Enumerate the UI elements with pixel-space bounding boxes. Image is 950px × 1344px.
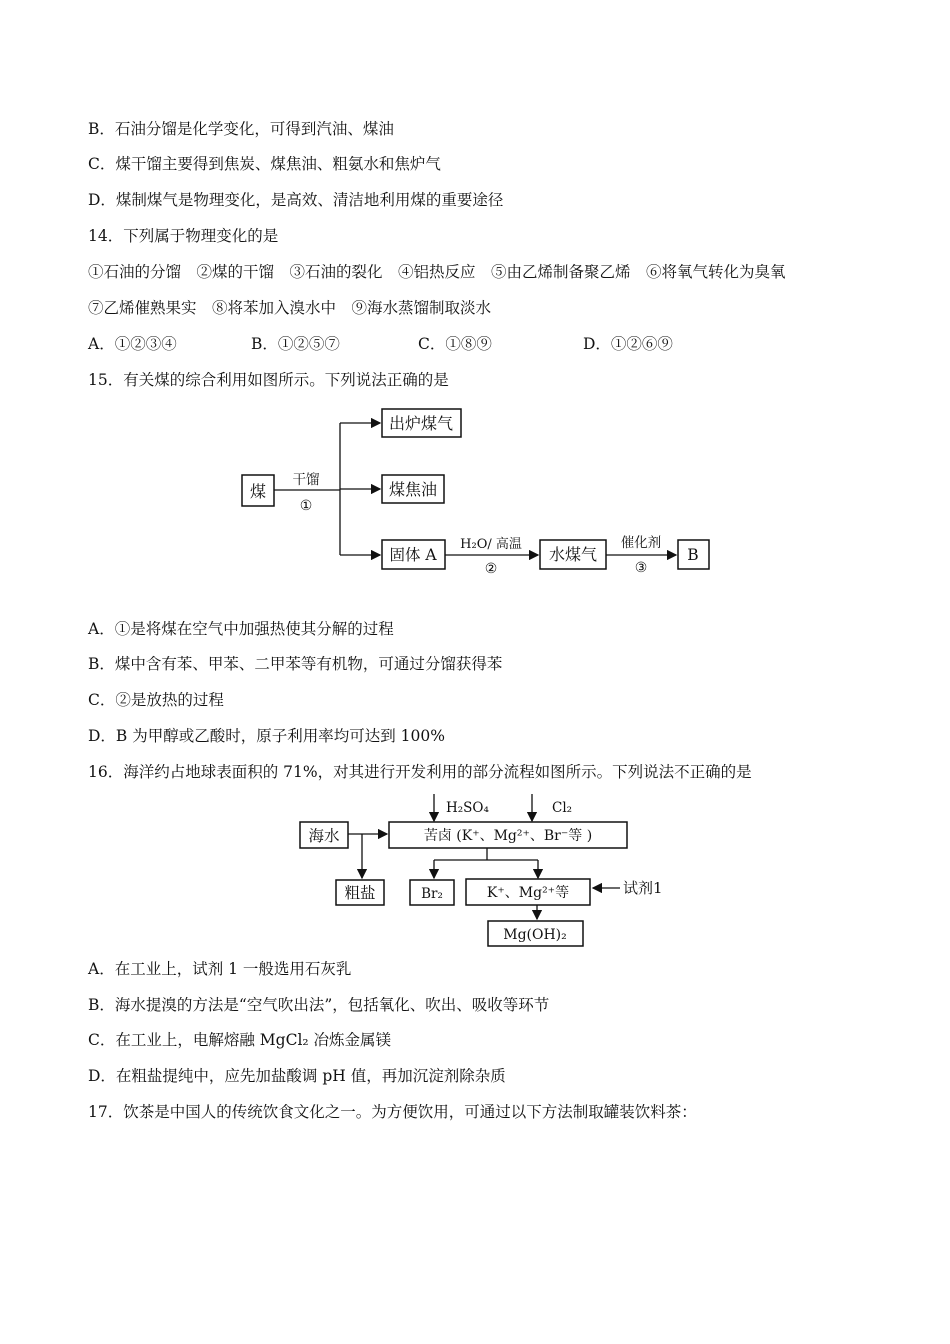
q16-option-b: B．海水提溴的方法是“空气吹出法”，包括氧化、吹出、吸收等环节 [88,996,550,1014]
step3-number: ③ [634,560,648,576]
seawater-processing-diagram [290,790,690,950]
q14-option-a: A．①②③④ [88,335,177,353]
q17-stem: 17．饮茶是中国人的传统饮食文化之一。为方便饮用，可通过以下方法制取罐装饮料茶： [88,1103,697,1121]
q13-option-c: C．煤干馏主要得到焦炭、煤焦油、粗氨水和焦炉气 [88,155,441,173]
k-mg-label: K⁺、Mg²⁺等 [486,885,570,901]
q13-option-d: D．煤制煤气是物理变化，是高效、清洁地利用煤的重要途径 [88,191,504,209]
water-gas-label: 水煤气 [548,545,598,564]
coal-utilization-diagram [230,400,730,585]
cl2-label: Cl₂ [552,800,573,816]
bittern-label: 苦卤 (K⁺、Mg²⁺、Br⁻等 ) [423,828,593,844]
q15-option-b: B．煤中含有苯、甲苯、二甲苯等有机物，可通过分馏获得苯 [88,655,503,673]
magnesium-hydroxide-label: Mg(OH)₂ [503,927,567,943]
catalyst-label: 催化剂 [620,535,662,551]
coal-tar-label: 煤焦油 [388,480,438,499]
q16-option-a: A．在工业上，试剂 1 一般选用石灰乳 [88,960,352,978]
solid-a-label: 固体 A [389,546,437,564]
q14-option-b: B．①②⑤⑦ [251,335,340,353]
step2-condition: H₂O/ 高温 [460,537,522,552]
q15-option-c: C．②是放热的过程 [88,691,224,709]
q14-items-line2: ⑦乙烯催熟果实 ⑧将苯加入溴水中 ⑨海水蒸馏制取淡水 [88,299,492,317]
q14-option-c: C．①⑧⑨ [418,335,492,353]
dry-distillation-label: 干馏 [292,472,320,488]
q15-stem: 15．有关煤的综合利用如图所示。下列说法正确的是 [88,371,449,389]
reagent1-label: 试剂1 [623,879,663,897]
step1-number: ① [299,498,313,514]
step2-number: ② [484,561,498,577]
furnace-gas-label: 出炉煤气 [388,414,454,433]
seawater-label: 海水 [308,827,340,845]
q14-stem: 14．下列属于物理变化的是 [88,227,279,245]
q16-option-d: D．在粗盐提纯中，应先加盐酸调 pH 值，再加沉淀剂除杂质 [88,1067,506,1085]
h2so4-label: H₂SO₄ [446,800,489,816]
q15-option-d: D．B 为甲醇或乙酸时，原子利用率均可达到 100% [88,727,445,745]
q16-stem: 16．海洋约占地球表面积的 71%，对其进行开发利用的部分流程如图所示。下列说法不正确的是 [88,763,752,781]
q15-option-a: A．①是将煤在空气中加强热使其分解的过程 [88,620,394,638]
crude-salt-label: 粗盐 [344,884,376,902]
q16-option-c: C．在工业上，电解熔融 MgCl₂ 冶炼金属镁 [88,1031,392,1049]
q14-items-line1: ①石油的分馏 ②煤的干馏 ③石油的裂化 ④铝热反应 ⑤由乙烯制备聚乙烯 ⑥将氧气转化为臭氧 [88,263,786,281]
bromine-label: Br₂ [421,886,443,902]
product-b-label: B [687,546,699,564]
q14-option-d: D．①②⑥⑨ [583,335,673,353]
q13-option-b: B．石油分馏是化学变化，可得到汽油、煤油 [88,120,394,138]
coal-label: 煤 [249,482,267,501]
